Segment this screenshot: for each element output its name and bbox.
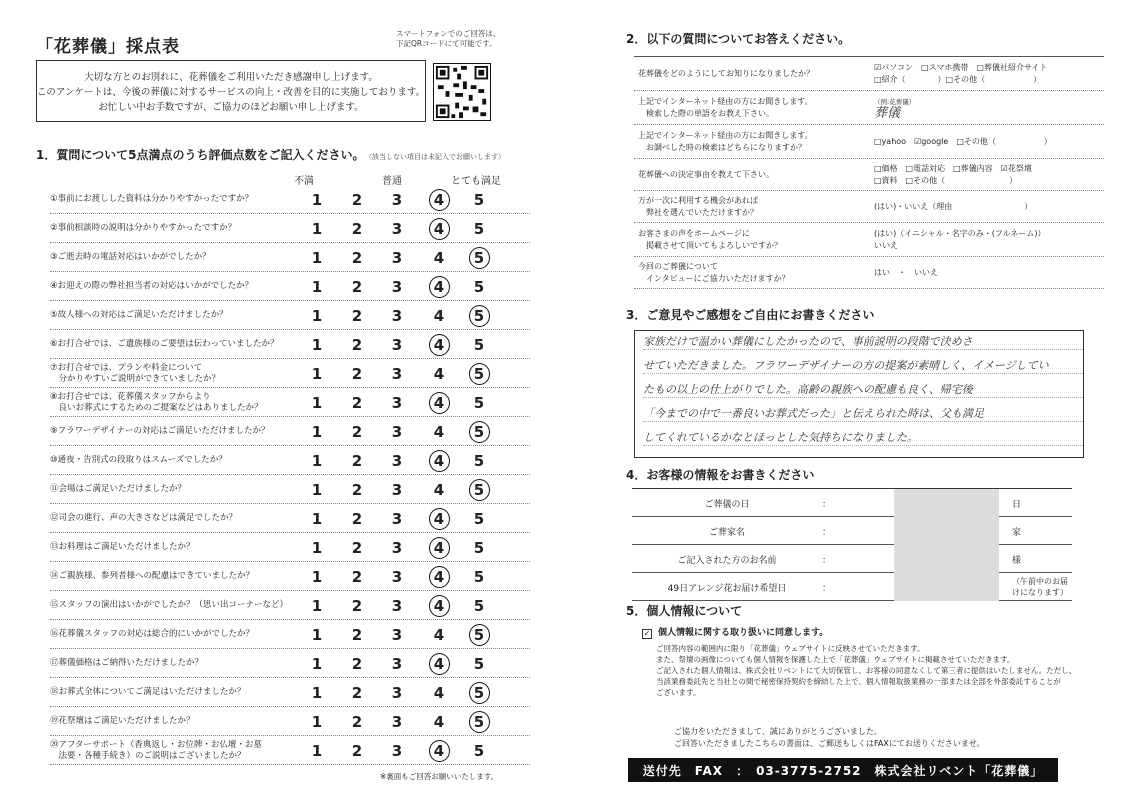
question-row [50, 185, 530, 214]
info-input[interactable] [894, 517, 999, 545]
score-option-1[interactable]: 1 [311, 219, 323, 238]
score-option-5[interactable]: 5 [473, 654, 485, 673]
intro-line: お忙しい中お手数ですが、ご協力のほどお願い申し上げます。 [98, 102, 364, 113]
question-row [50, 359, 530, 388]
score-option-1[interactable]: 1 [311, 335, 323, 354]
survey-table [634, 56, 1104, 288]
score-option-4[interactable]: 4 [428, 562, 450, 591]
score-option-4[interactable]: 4 [428, 736, 450, 765]
answer-line: いいえ [874, 240, 898, 250]
info-row [632, 517, 1072, 545]
info-suffix: 日 [1012, 499, 1022, 510]
score-option-4[interactable]: 4 [433, 364, 445, 383]
privacy-line: 当該業務委託先と当社との間で秘密保持契約を締結した上で、個人情報取扱業務の一部または全部を外部委託することが [656, 677, 1061, 686]
question-text: ⑪会場はご満足いただけましたか？ [50, 484, 187, 494]
question-text: ⑥お打合せでは、ご遺族様のご要望は伝わっていましたか？ [50, 339, 279, 349]
score-option-4[interactable]: 4 [433, 683, 445, 702]
question-text: ⑰葬儀価格はご納得いただけましたか？ [50, 658, 204, 668]
score-option-3[interactable]: 3 [391, 190, 403, 209]
score-option-1[interactable]: 1 [311, 422, 323, 441]
question-text: ①事前にお渡しした資料は分かりやすかったですか？ [50, 194, 254, 204]
info-table [632, 488, 1072, 597]
question-row [50, 736, 530, 765]
score-option-1[interactable]: 1 [311, 364, 323, 383]
question-row [50, 533, 530, 562]
answer-line: □紹介（ ）□その他（ ） [874, 74, 1042, 84]
question-row [50, 649, 530, 678]
question-row [50, 214, 530, 243]
score-option-2[interactable]: 2 [351, 364, 363, 383]
score-option-1[interactable]: 1 [311, 306, 323, 325]
score-option-2[interactable]: 2 [351, 219, 363, 238]
table-row [634, 223, 1104, 257]
score-option-3[interactable]: 3 [391, 567, 403, 586]
question-row [50, 330, 530, 359]
question-row [50, 678, 530, 707]
right-page [574, 0, 1148, 800]
question-row [50, 243, 530, 272]
score-option-1[interactable]: 1 [311, 538, 323, 557]
score-option-5[interactable]: 5 [473, 219, 485, 238]
fax-bar: 送付先 FAX ： 03-3775-2752 株式会社リベント「花葬儀」 [628, 758, 1058, 782]
info-input[interactable] [894, 573, 999, 601]
score-option-1[interactable]: 1 [311, 190, 323, 209]
score-option-4[interactable]: 4 [428, 649, 450, 678]
info-colon: ： [822, 555, 832, 566]
answer-line: □資料 □その他（ ） [874, 175, 1018, 185]
intro-line: 大切な方とのお別れに、花葬儀をご利用いただき感謝申し上げます。 [84, 72, 378, 83]
question-text: ⑧お打合せでは、花葬儀スタッフからより 良いお葬式にするためのご提案などはありましたか？ [50, 391, 263, 413]
question-text: ⑬お料理はご満足いただけましたか？ [50, 542, 195, 552]
question-row [50, 446, 530, 475]
score-option-4[interactable]: 4 [428, 330, 450, 359]
score-option-1[interactable]: 1 [311, 741, 323, 760]
question-row [50, 417, 530, 446]
score-option-3[interactable]: 3 [391, 596, 403, 615]
checkbox-checked-icon[interactable]: ✓ [643, 629, 651, 638]
score-option-2[interactable]: 2 [351, 683, 363, 702]
score-option-1[interactable]: 1 [311, 393, 323, 412]
score-option-3[interactable]: 3 [391, 335, 403, 354]
row-question: 万が一次に利用する機会があれば 弊社を選んでいただけますか？ [638, 195, 758, 217]
info-suffix: 様 [1012, 555, 1022, 566]
privacy-line: ございます。 [656, 688, 701, 697]
score-option-3[interactable]: 3 [391, 248, 403, 267]
answer-handwritten: 葬儀 [874, 105, 901, 121]
score-option-4[interactable]: 4 [433, 480, 445, 499]
section4-title: 4．お客様の情報をお書きください [626, 468, 815, 482]
comment-line: 家族だけで温かい葬儀にしたかったので、事前説明の段階で決めさ [643, 335, 1083, 350]
row-answer[interactable] [874, 191, 1104, 222]
score-option-5[interactable]: 5 [473, 277, 485, 296]
score-option-1[interactable]: 1 [311, 509, 323, 528]
score-option-2[interactable]: 2 [351, 306, 363, 325]
score-option-3[interactable]: 3 [391, 538, 403, 557]
info-label: ご葬儀の日 [704, 499, 750, 510]
section2-title: 2．以下の質問についてお答えください。 [626, 32, 851, 46]
score-option-3[interactable]: 3 [391, 683, 403, 702]
row-question: 上記でインターネット経由の方にお聞きします。 検索した際の単語をお教え下さい。 [638, 96, 813, 118]
score-option-2[interactable]: 2 [351, 509, 363, 528]
answer-line: ☑パソコン □スマホ携帯 □葬儀社紹介サイト [874, 62, 1048, 72]
info-label: ご葬家名 [708, 527, 745, 538]
qr-code-icon[interactable] [433, 63, 491, 121]
score-option-2[interactable]: 2 [351, 625, 363, 644]
question-row [50, 475, 530, 504]
row-question: 花葬儀をどのようにしてお知りになりましたか？ [638, 68, 814, 78]
score-option-2[interactable]: 2 [351, 248, 363, 267]
score-option-5[interactable]: 5 [468, 301, 490, 330]
score-option-4[interactable]: 4 [433, 248, 445, 267]
comment-box[interactable] [634, 330, 1084, 458]
score-option-2[interactable]: 2 [351, 538, 363, 557]
score-option-5[interactable]: 5 [473, 335, 485, 354]
score-option-5[interactable]: 5 [473, 741, 485, 760]
score-option-3[interactable]: 3 [391, 712, 403, 731]
score-option-3[interactable]: 3 [391, 509, 403, 528]
score-option-3[interactable]: 3 [391, 480, 403, 499]
score-option-5[interactable]: 5 [473, 567, 485, 586]
score-option-4[interactable]: 4 [433, 625, 445, 644]
score-option-5[interactable]: 5 [468, 678, 490, 707]
intro-line: このアンケートは、今後の葬儀に対するサービスの向上・改善を目的に実施しております。 [36, 87, 426, 98]
row-question: 今回のご葬儀について インタビューにご協力いただけますか？ [638, 261, 790, 283]
comment-line: してくれているかなとほっとした気持ちになりました。 [643, 431, 1083, 446]
score-option-3[interactable]: 3 [391, 277, 403, 296]
info-input[interactable] [894, 545, 999, 573]
score-option-5[interactable]: 5 [473, 451, 485, 470]
score-option-5[interactable]: 5 [468, 475, 490, 504]
score-option-5[interactable]: 5 [468, 707, 490, 736]
question-row [50, 591, 530, 620]
question-row [50, 301, 530, 330]
score-option-1[interactable]: 1 [311, 654, 323, 673]
score-option-3[interactable]: 3 [391, 451, 403, 470]
score-option-3[interactable]: 3 [391, 422, 403, 441]
score-option-1[interactable]: 1 [311, 451, 323, 470]
score-option-1[interactable]: 1 [311, 248, 323, 267]
score-option-4[interactable]: 4 [428, 214, 450, 243]
question-row [50, 620, 530, 649]
privacy-line: ご回答内容の範囲内に限り「花葬儀」ウェブサイトに反映させていただきます。 [656, 644, 925, 653]
comment-line: 「今までの中で一番良いお葬式だった」と伝えられた時は、父も満足 [643, 407, 1083, 422]
score-option-2[interactable]: 2 [351, 190, 363, 209]
footer-note: ※裏面もご回答お願いいたします。 [380, 772, 499, 781]
row-answer[interactable] [874, 91, 1104, 124]
score-option-1[interactable]: 1 [311, 625, 323, 644]
score-option-5[interactable]: 5 [468, 243, 490, 272]
score-option-3[interactable]: 3 [391, 219, 403, 238]
score-option-2[interactable]: 2 [351, 567, 363, 586]
privacy-line: ご記入された個人情報は、株式会社リベントにて大切保管し、お客様の同意なくして第三者に提供はいたしません。ただし、 [656, 666, 1077, 675]
question-text: ⑨フラワーデザイナーの対応はご満足いただけましたか？ [50, 426, 270, 436]
info-input[interactable] [894, 489, 999, 517]
section1-note: （該当しない項目は未記入でお願いします） [368, 153, 505, 161]
score-option-2[interactable]: 2 [351, 451, 363, 470]
score-option-2[interactable]: 2 [351, 393, 363, 412]
score-option-5[interactable]: 5 [473, 596, 485, 615]
question-text: ②事前相談時の説明は分かりやすかったですか？ [50, 223, 237, 233]
answer-line: (はい)・いいえ（理由 ） [874, 201, 1033, 211]
page-title: 「花葬儀」採点表 [36, 37, 180, 57]
question-text: ⑮スタッフの演出はいかがでしたか？（思い出コーナーなど） [50, 600, 289, 610]
scale-low-label: 不満 [294, 176, 314, 187]
score-option-4[interactable]: 4 [428, 185, 450, 214]
question-text: ⑫司会の進行、声の大きさなどは満足でしたか？ [50, 513, 238, 523]
table-row [634, 159, 1104, 191]
table-row [634, 191, 1104, 223]
comment-line: せていただきました。フラワーデザイナーの方の提案が素晴しく、イメージしてい [643, 359, 1083, 374]
info-colon: ： [822, 527, 832, 538]
info-colon: ： [822, 583, 832, 594]
score-option-5[interactable]: 5 [473, 509, 485, 528]
question-text: ⑲花祭壇はご満足いただけましたか？ [50, 716, 195, 726]
score-option-1[interactable]: 1 [311, 277, 323, 296]
table-row [634, 57, 1104, 91]
score-option-1[interactable]: 1 [311, 683, 323, 702]
score-option-4[interactable]: 4 [428, 272, 450, 301]
privacy-check-label: 個人情報に関する取り扱いに同意します。 [658, 628, 829, 638]
question-text: ③ご逝去時の電話対応はいかがでしたか？ [50, 252, 211, 262]
info-suffix: （午前中のお届けになります） [1012, 577, 1068, 597]
score-option-5[interactable]: 5 [473, 393, 485, 412]
question-text: ⑩通夜・告別式の段取りはスムーズでしたか？ [50, 455, 227, 465]
score-option-2[interactable]: 2 [351, 654, 363, 673]
score-option-2[interactable]: 2 [351, 596, 363, 615]
table-row [634, 125, 1104, 159]
score-option-1[interactable]: 1 [311, 567, 323, 586]
score-option-1[interactable]: 1 [311, 480, 323, 499]
privacy-line: また、祭壇の画像についても個人情報を保護した上で「花葬儀」ウェブサイトに掲載させていただきます。 [656, 655, 1015, 664]
question-text: ⑳アフターサポート（香典返し・お位牌・お仏壇・お墓 法要・各種手続き）のご説明はございましたか？ [50, 739, 262, 761]
score-option-3[interactable]: 3 [391, 306, 403, 325]
row-question: 花葬儀への決定事由を教えて下さい。 [638, 169, 774, 179]
score-option-4[interactable]: 4 [433, 422, 445, 441]
row-question: お客さまの声をホームページに 掲載させて頂いてもよろしいですか？ [638, 228, 782, 250]
section1-title [36, 146, 505, 163]
privacy-consent[interactable] [642, 628, 1082, 639]
score-option-2[interactable]: 2 [351, 712, 363, 731]
score-option-3[interactable]: 3 [391, 364, 403, 383]
question-row [50, 562, 530, 591]
table-row [634, 257, 1104, 289]
score-option-2[interactable]: 2 [351, 480, 363, 499]
question-text: ⑯花葬儀スタッフの対応は総合的にいかがでしたか？ [50, 629, 255, 639]
answer-line: □価格 □電話対応 □葬儀内容 ☑花祭壇 [874, 163, 1032, 173]
score-option-3[interactable]: 3 [391, 654, 403, 673]
scale-mid-label: 普通 [382, 176, 402, 187]
thanks-line: ご協力をいただきまして、誠にありがとうございました。 [674, 727, 882, 736]
question-row [50, 272, 530, 301]
score-option-3[interactable]: 3 [391, 741, 403, 760]
info-row [632, 489, 1072, 517]
info-row [632, 545, 1072, 573]
question-row [50, 707, 530, 736]
qr-note: スマートフォンでのご回答は、下記QRコードにて可能です。 [396, 29, 501, 48]
score-option-4[interactable]: 4 [433, 306, 445, 325]
comment-line: たもの以上の仕上がりでした。高齢の親族への配慮も良く、帰宅後 [643, 383, 1083, 398]
intro-text [36, 70, 426, 115]
info-suffix: 家 [1012, 527, 1022, 538]
score-option-4[interactable]: 4 [428, 533, 450, 562]
question-text: ⑱お葬式全体についてご満足はいただけましたか？ [50, 687, 246, 697]
score-option-4[interactable]: 4 [433, 712, 445, 731]
row-answer[interactable] [874, 125, 1104, 158]
score-option-2[interactable]: 2 [351, 422, 363, 441]
score-option-2[interactable]: 2 [351, 277, 363, 296]
scale-high-label: とても満足 [451, 176, 501, 187]
section5-title: 5．個人情報について [626, 604, 743, 618]
score-option-2[interactable]: 2 [351, 741, 363, 760]
score-option-5[interactable]: 5 [468, 359, 490, 388]
privacy-block [642, 628, 1082, 698]
score-option-1[interactable]: 1 [311, 712, 323, 731]
score-option-3[interactable]: 3 [391, 625, 403, 644]
answer-line: はい ・ いいえ [874, 267, 938, 277]
info-label: 49日アレンジ花お届け希望日 [667, 583, 787, 594]
score-option-3[interactable]: 3 [391, 393, 403, 412]
question-row [50, 388, 530, 417]
thanks-block [674, 726, 985, 750]
question-text: ⑤故人様への対応はご満足いただけましたか？ [50, 310, 228, 320]
score-option-4[interactable]: 4 [428, 504, 450, 533]
info-colon: ： [822, 499, 832, 510]
answer-line: □yahoo ☑google □その他（ ） [874, 136, 1052, 146]
question-text: ⑦お打合せでは、プランや料金について 分かりやすいご説明ができていましたか？ [50, 362, 221, 384]
score-option-5[interactable]: 5 [468, 417, 490, 446]
score-option-5[interactable]: 5 [468, 620, 490, 649]
row-answer[interactable] [874, 159, 1104, 190]
answer-line: (はい)（イニシャル・名字のみ・(フルネーム)） [874, 228, 1046, 238]
info-label: ご記入された方のお名前 [677, 555, 777, 566]
row-answer[interactable] [874, 257, 1104, 288]
row-question: 上記でインターネット経由の方にお聞きします。 お調べした時の検索はどちらになりますか？ [638, 130, 813, 152]
section3-title: 3．ご意見やご感想をご自由にお書きください [626, 308, 875, 322]
section1-heading: 1．質問について5点満点のうち評価点数をご記入ください。 [36, 148, 365, 162]
score-option-1[interactable]: 1 [311, 596, 323, 615]
row-answer[interactable] [874, 223, 1104, 256]
thanks-line: ご回答いただきましたこちらの書面は、ご郵送もしくはFAXにてお送りくださいませ。 [674, 739, 985, 748]
score-option-4[interactable]: 4 [428, 388, 450, 417]
score-option-2[interactable]: 2 [351, 335, 363, 354]
score-option-5[interactable]: 5 [473, 190, 485, 209]
question-text: ④お迎えの際の弊社担当者の対応はいかがでしたか？ [50, 281, 254, 291]
score-option-5[interactable]: 5 [473, 538, 485, 557]
info-row [632, 573, 1072, 601]
answer-example: （例:花葬儀） [874, 97, 916, 106]
question-text: ⑭ご親族様、参列者様への配慮はできていましたか？ [50, 571, 255, 581]
score-option-4[interactable]: 4 [428, 591, 450, 620]
row-answer[interactable] [874, 57, 1104, 90]
score-option-4[interactable]: 4 [428, 446, 450, 475]
table-row [634, 91, 1104, 125]
question-row [50, 504, 530, 533]
